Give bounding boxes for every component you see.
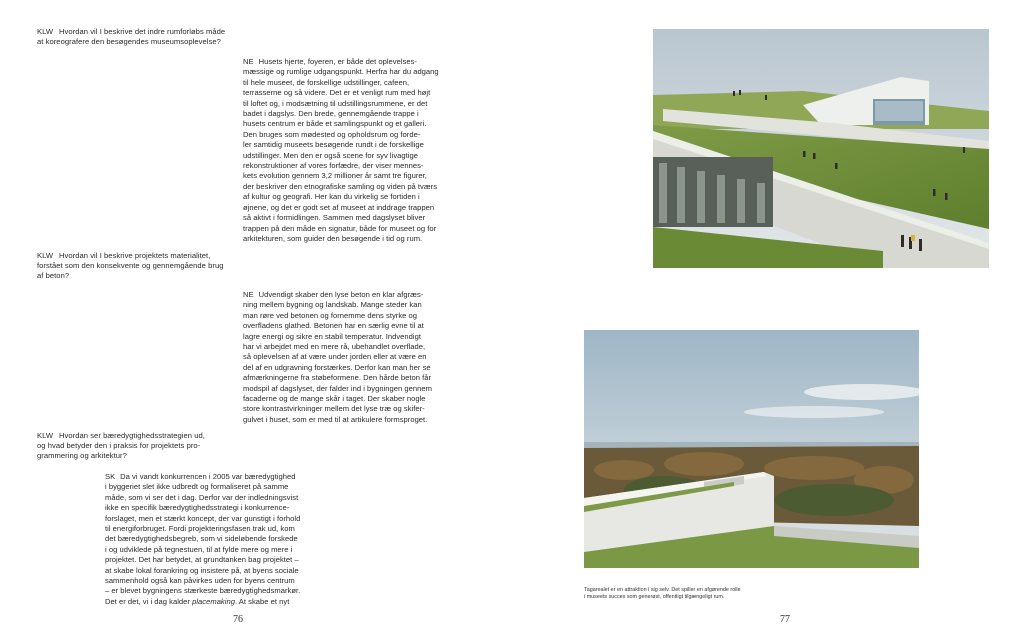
answer-3 [105, 472, 325, 607]
speaker-label: KLW [37, 251, 54, 260]
text-line: badet i dagslys. Den brede, gennemgående trappe i [243, 109, 419, 119]
text-line: – er blevet bygningens stærkeste bæredygtighedsmarkør. [105, 586, 301, 596]
photo-green-roof-ramp-image [653, 29, 989, 268]
photo-landscape-ramp-image [584, 330, 919, 568]
text-line: sammenhold også kan påvirkes uden for byens centrum [105, 576, 295, 586]
question-3 [37, 431, 247, 462]
text-line: Hvordan ser bæredygtighedsstrategien ud, [59, 431, 205, 440]
text-line: Udvendigt skaber den lyse beton en klar afgræs- [258, 290, 424, 299]
page-number-right: 77 [780, 614, 790, 625]
text-line: Hvordan vil I beskrive det indre rumforløbs måde [59, 27, 226, 36]
text-line: der beskriver den etnografiske samling og viden på tværs [243, 181, 438, 191]
text-line: har vi arbejdet med en mere rå, ubehandlet overflade, [243, 342, 426, 352]
text-line: man røre ved betonen og fornemme dens styrke og [243, 310, 417, 320]
text-line: måde, som vi ser det i dag. Derfor var der indledningsvist [105, 492, 299, 502]
answer-1 [243, 57, 463, 244]
speaker-label: KLW [37, 431, 54, 440]
photo-landscape-ramp [584, 330, 919, 568]
text-line: store kontrastvirkninger mellem det lyse træ og skifer- [243, 404, 425, 414]
speaker-label: SK [105, 472, 116, 481]
text-line: kets evolution gennem 3,2 millioner år samt tre figurer, [243, 171, 427, 181]
right-page [512, 0, 1024, 643]
text-span: Det er det, vi i dag kalder [105, 596, 193, 606]
photo-green-roof-ramp [653, 29, 989, 268]
text-line: at skabe lokal forankring og insistere på, at byens sociale [105, 565, 299, 575]
text-line: modspil af dagslyset, der falder ind i bygningen gennem [243, 383, 432, 393]
text-line: ning mellem bygning og landskab. Mange steder kan [243, 300, 422, 310]
text-line: øjnene, og det er godt set af museet at inddrage trappen [243, 202, 435, 212]
text-line: og hvad betyder den i praksis for projektets pro- [37, 441, 201, 451]
text-line: rekonstruktioner af vores forfædre, der viser mennes- [243, 161, 424, 171]
text-line: mæssige og rumlige udgangspunkt. Herfra har du adgang [243, 67, 439, 77]
text-line: forslaget, men et stærkt koncept, der var gunstigt i forhold [105, 513, 301, 523]
question-1 [37, 27, 247, 47]
answer-2 [243, 290, 463, 425]
text-line: afmærkningerne fra støbeformene. Den hårde beton får [243, 373, 432, 383]
emphasis-term: placemaking [192, 596, 235, 606]
speaker-label: NE [243, 290, 254, 299]
text-line: del af en udgravning forstærkes. Derfor kan man her se [243, 362, 431, 372]
text-line: at koreografere den besøgendes museumsoplevelse? [37, 37, 221, 47]
text-line: så oplevelsen af at være under jorden eller at være en [243, 352, 427, 362]
text-line: ikke en specifik bæredygtighedsstrategi i konkurrence- [105, 503, 290, 513]
question-2 [37, 251, 247, 282]
text-line: gulvet i huset, som er med til at artikulere formsproget. [243, 414, 428, 424]
speaker-label: KLW [37, 27, 54, 36]
text-line: ler samtidig museets besøgende rundt i de forskellige [243, 140, 424, 150]
text-line: trappen på den måde en signatur, både for museet og for [243, 223, 437, 233]
text-line: forstået som den konsekvente og gennemgående brug [37, 261, 224, 271]
text-line: husets centrum er både et samlingspunkt og et galleri. [243, 119, 427, 129]
photo-caption [584, 587, 814, 601]
text-span: . At skabe et nyt [234, 596, 290, 606]
page-number-left: 76 [233, 614, 243, 625]
text-line: grammering og arkitektur? [37, 451, 127, 461]
text-line: Den bruges som mødested og opholdsrum og forde- [243, 129, 421, 139]
speaker-label: NE [243, 57, 254, 66]
text-line: facaderne og de mange skår i taget. Der skaber nogle [243, 394, 426, 404]
text-line: Hvordan vil I beskrive projektets materialitet, [59, 251, 211, 260]
text-line: af beton? [37, 271, 70, 281]
text-line: i byggeriet slet ikke udbredt og formaliseret på samme [105, 482, 289, 492]
caption-line: Tagarealet er en attraktion i sig selv. Det spiller en afgørende rolle [584, 587, 741, 593]
text-line-last [105, 597, 325, 607]
text-line: i og udviklede på tegnestuen, til at fylde mere og mere i [105, 544, 293, 554]
text-line: til energiforbruget. Fordi projekteringsfasen trak ud, kom [105, 524, 295, 534]
text-line: til hele museet, de forskellige udstillinger, cafeen, [243, 77, 410, 87]
text-line: udstillinger. Men den er også scene for syv livagtige [243, 150, 418, 160]
caption-line: i museets succes som generøst, offentligt tilgængeligt rum. [584, 594, 725, 600]
text-line: af kultur og geografi. Her kan du virkelig se fortiden i [243, 192, 420, 202]
text-line: Da vi vandt konkurrencen i 2005 var bæredygtighed [120, 472, 296, 481]
text-line: lagre energi og sikre en stabil temperatur. Indvendigt [243, 331, 421, 341]
text-line: til loftet og, i modsætning til udstillingsrummene, er det [243, 98, 428, 108]
text-line: Husets hjerte, foyeren, er både det oplevelses- [258, 57, 417, 66]
text-line: projektet. Det har betydet, at grundtanken bag projektet – [105, 555, 299, 565]
text-line: overfladens glathed. Betonen har en særlig evne til at [243, 321, 424, 331]
text-line: det bæredygtighedsbegreb, som vi sideløbende forskede [105, 534, 298, 544]
text-line: så aktivt i formidlingen. Sammen med dagslyset bliver [243, 213, 426, 223]
text-line: terrasserne og så videre. Det er et venligt rum med højt [243, 88, 431, 98]
text-line: arkitekturen, som guider den besøgende i tid og rum. [243, 233, 423, 243]
